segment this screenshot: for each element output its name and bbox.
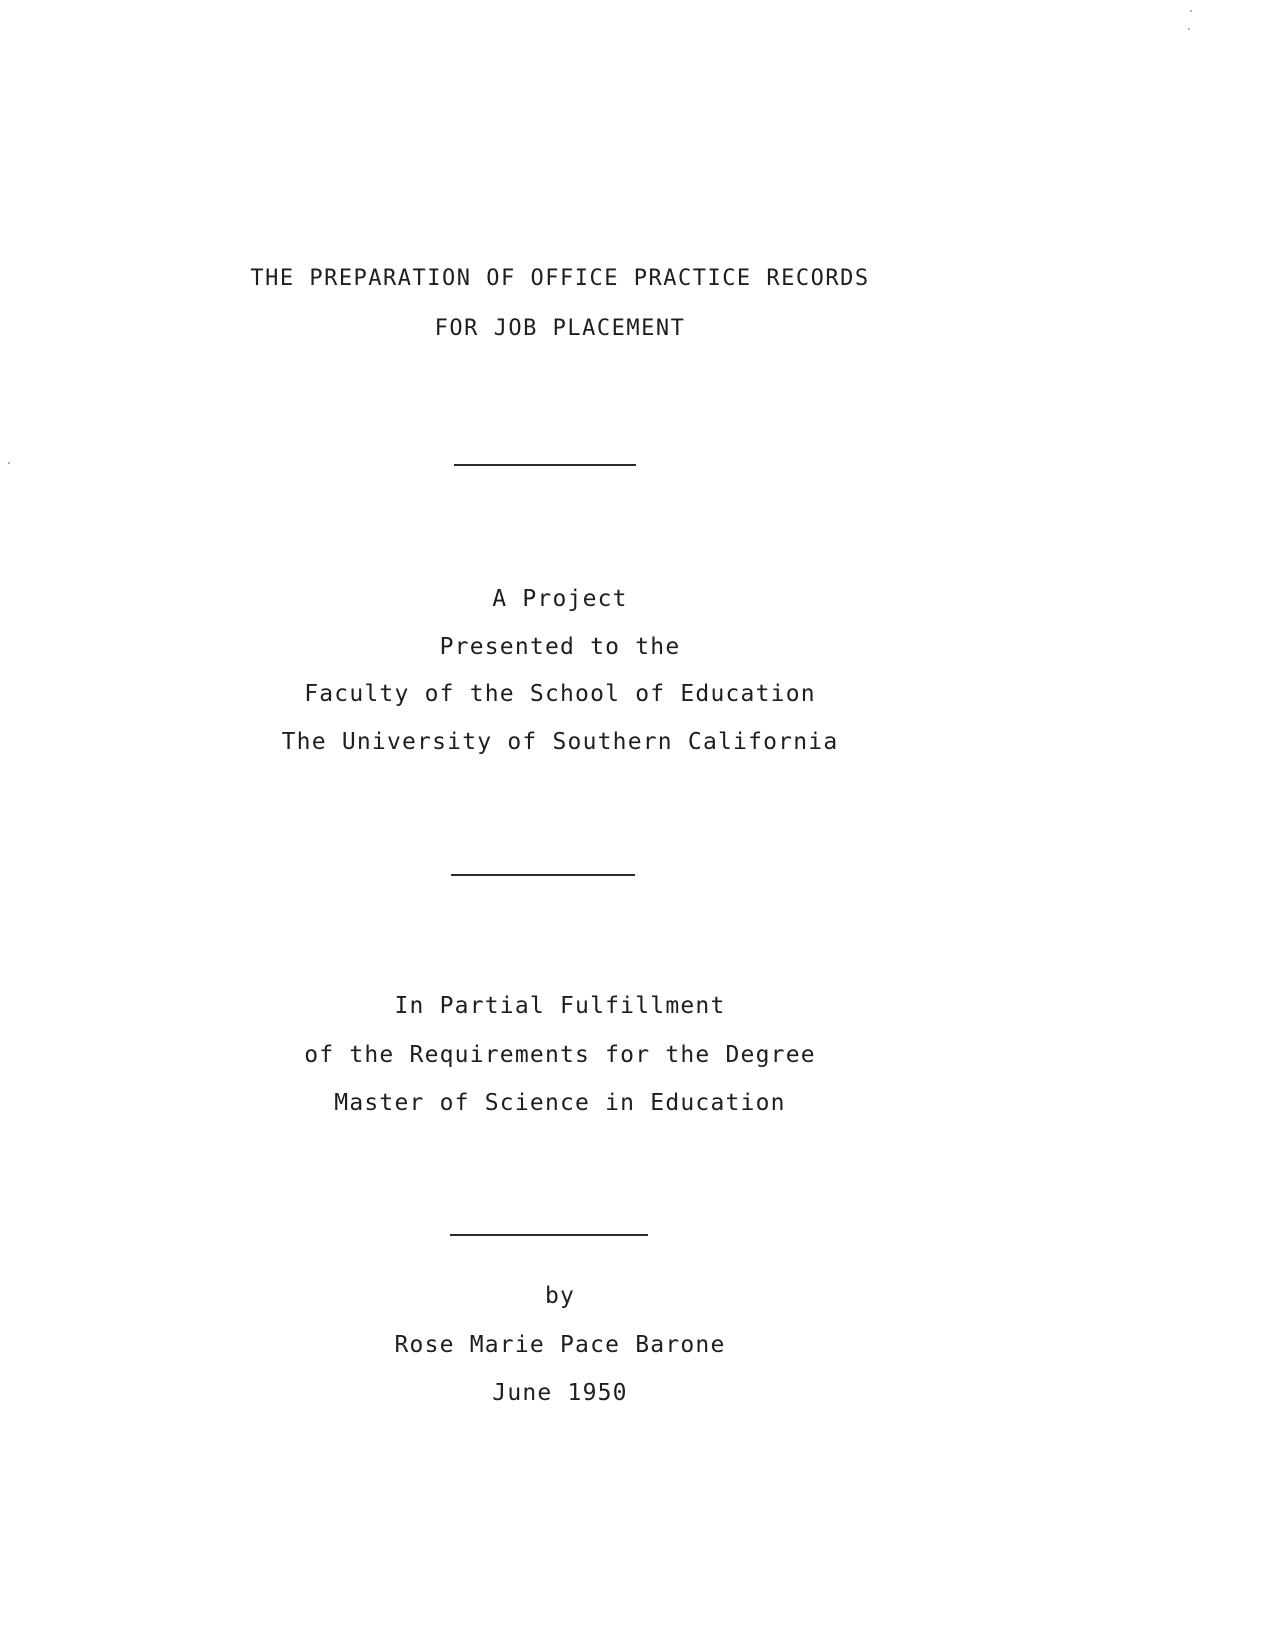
divider-rule bbox=[451, 874, 635, 876]
project-label: A Project bbox=[492, 586, 628, 612]
divider-rule bbox=[450, 1234, 648, 1236]
scan-speck bbox=[1190, 10, 1192, 12]
divider-rule bbox=[454, 464, 636, 466]
scan-speck bbox=[1188, 28, 1190, 30]
faculty-line: Faculty of the School of Education bbox=[304, 681, 816, 707]
author-name: Rose Marie Pace Barone bbox=[394, 1332, 726, 1358]
university-line: The University of Southern California bbox=[281, 729, 839, 755]
submission-date: June 1950 bbox=[492, 1380, 628, 1406]
scan-speck bbox=[8, 462, 10, 464]
fulfillment-line: In Partial Fulfillment bbox=[394, 993, 726, 1019]
title-line-2: FOR JOB PLACEMENT bbox=[434, 316, 686, 341]
by-label: by bbox=[544, 1283, 576, 1309]
title-line-1: THE PREPARATION OF OFFICE PRACTICE RECORDS bbox=[250, 266, 870, 291]
requirements-line: of the Requirements for the Degree bbox=[304, 1042, 816, 1068]
presented-to: Presented to the bbox=[439, 634, 681, 660]
degree-line: Master of Science in Education bbox=[334, 1090, 786, 1116]
